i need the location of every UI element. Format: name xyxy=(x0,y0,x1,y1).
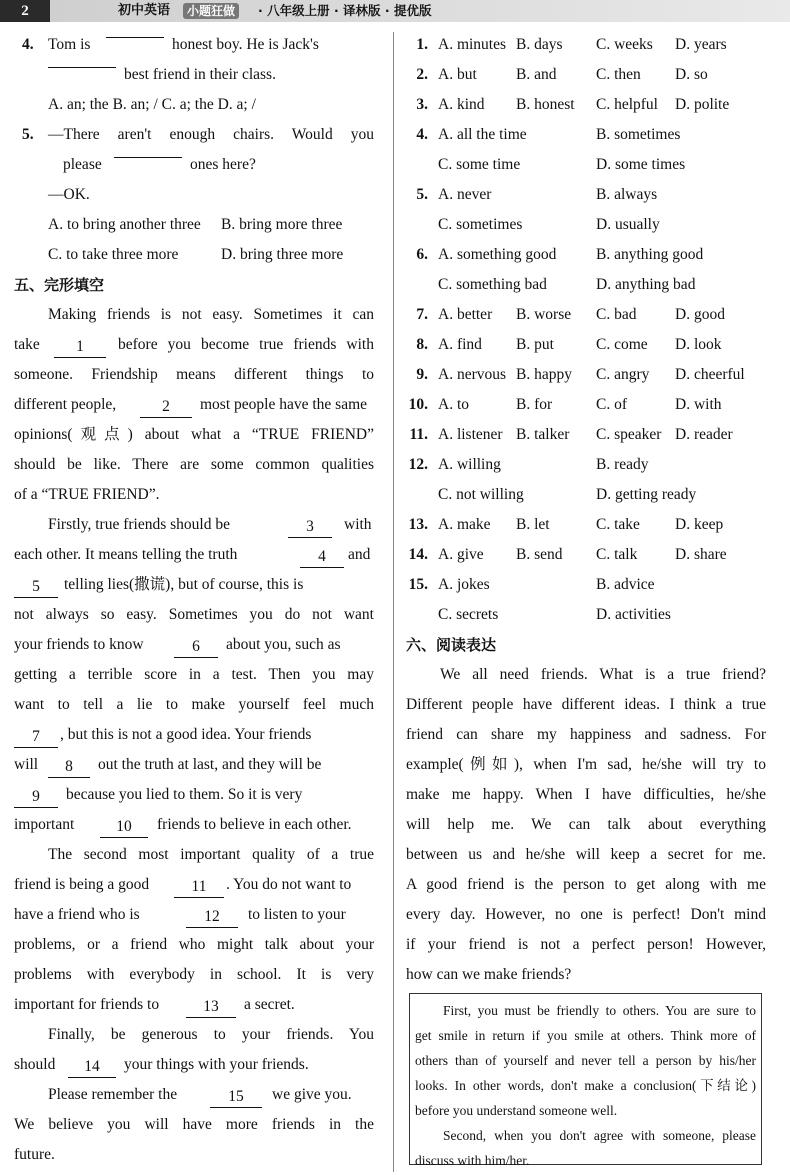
option-number: 15. xyxy=(408,576,428,593)
cloze-blank-1[interactable]: 1 xyxy=(54,337,106,358)
option-number: 8. xyxy=(416,336,428,353)
passage-line xyxy=(14,330,374,360)
text: your friends to know xyxy=(14,636,144,653)
q4-text-b: honest boy. He is Jack's xyxy=(172,36,319,53)
passage-line xyxy=(14,780,374,810)
q4-options: A. an; the B. an; / C. a; the D. a; / xyxy=(48,96,256,113)
option-a[interactable]: A. jokes xyxy=(438,576,490,593)
option-c[interactable]: C. speaker xyxy=(596,426,662,443)
text: most people have the same xyxy=(200,396,368,413)
passage-line: should be like. There are some common qualities xyxy=(14,456,374,473)
q5-text-a: —There aren't enough chairs. Would you xyxy=(48,126,374,143)
option-a[interactable]: A. to xyxy=(438,396,469,413)
brand-logo: 小题狂做 xyxy=(183,3,239,19)
option-c[interactable]: C. come xyxy=(596,336,648,353)
option-row xyxy=(406,90,766,120)
passage-line xyxy=(14,510,374,540)
option-c[interactable]: C. sometimes xyxy=(438,216,523,233)
option-row xyxy=(406,450,766,480)
option-b[interactable]: B. days xyxy=(516,36,563,53)
answer-blank[interactable] xyxy=(106,37,164,38)
text: Firstly, true friends should be xyxy=(48,516,230,533)
cloze-blank-4[interactable]: 4 xyxy=(300,547,344,568)
option-d[interactable]: D. look xyxy=(675,336,722,353)
column-divider xyxy=(393,32,394,1172)
option-row xyxy=(406,180,766,210)
box-line: others than of yourself and never tell a person by his/her xyxy=(415,1053,756,1068)
option-a[interactable]: A. but xyxy=(438,66,477,83)
text-box xyxy=(409,993,762,1168)
page-number: 2 xyxy=(21,3,29,19)
option-d[interactable]: D. with xyxy=(675,396,722,413)
text: telling lies(撒谎), but of course, this is xyxy=(64,576,304,593)
option-number: 10. xyxy=(408,396,428,413)
option-a[interactable]: A. kind xyxy=(438,96,485,113)
option-row xyxy=(406,120,766,150)
text: have a friend who is xyxy=(14,906,140,923)
option-number: 12. xyxy=(408,456,428,473)
q4-text-c: best friend in their class. xyxy=(124,66,276,83)
cloze-blank-5[interactable]: 5 xyxy=(14,577,58,598)
q5-text-b: please xyxy=(63,156,102,173)
option-a[interactable]: A. something good xyxy=(438,246,557,263)
text: about you, such as xyxy=(226,636,341,653)
text: before you become true friends with xyxy=(118,336,374,353)
option-b[interactable]: B. ready xyxy=(596,456,649,473)
option-d[interactable]: D. years xyxy=(675,36,727,53)
passage-line xyxy=(14,720,374,750)
option-a[interactable]: A. listener xyxy=(438,426,503,443)
passage-line: opinions(观点) about what a “TRUE FRIEND” xyxy=(14,426,374,443)
passage-line: Finally, be generous to your friends. You xyxy=(48,1026,374,1043)
passage-line xyxy=(14,1080,374,1110)
option-row xyxy=(406,480,766,510)
cloze-blank-8[interactable]: 8 xyxy=(48,757,90,778)
option-c[interactable]: C. weeks xyxy=(596,36,653,53)
option-a[interactable]: A. better xyxy=(438,306,493,323)
text: because you lied to them. So it is very xyxy=(66,786,303,803)
cloze-blank-6[interactable]: 6 xyxy=(174,637,218,658)
passage-line: We believe you will have more friends in the xyxy=(14,1116,374,1133)
cloze-blank-9[interactable]: 9 xyxy=(14,787,58,808)
option-a[interactable]: A. make xyxy=(438,516,491,533)
option-c[interactable]: C. not willing xyxy=(438,486,524,503)
text: different people, xyxy=(14,396,117,413)
q5-text-c: ones here? xyxy=(190,156,256,173)
option-d[interactable]: D. share xyxy=(675,546,727,563)
passage-line: of a “TRUE FRIEND”. xyxy=(14,486,160,503)
option-b[interactable]: B. worse xyxy=(516,306,572,323)
passage-line xyxy=(14,750,374,780)
option-b[interactable]: B. talker xyxy=(516,426,570,443)
option-row xyxy=(406,600,766,630)
section-title-cloze: 五、完形填空 xyxy=(14,276,105,294)
page-header xyxy=(0,0,790,26)
option-d[interactable]: D. so xyxy=(675,66,708,83)
option-a[interactable]: A. give xyxy=(438,546,484,563)
reading-line: if your friend is not a perfect person! However, xyxy=(406,936,766,953)
option-b[interactable]: B. sometimes xyxy=(596,126,681,143)
option-b[interactable]: B. let xyxy=(516,516,550,533)
option-a[interactable]: A. never xyxy=(438,186,492,203)
left-column xyxy=(14,30,374,1170)
option-d[interactable]: D. keep xyxy=(675,516,724,533)
option-b[interactable]: B. advice xyxy=(596,576,655,593)
text: a secret. xyxy=(244,996,295,1013)
text: friends to believe in each other. xyxy=(157,816,352,833)
option-row xyxy=(406,420,766,450)
passage-line: The second most important quality of a true xyxy=(48,846,374,863)
reading-line: every day. However, no one is perfect! Don't mind xyxy=(406,906,766,923)
passage-line xyxy=(14,540,374,570)
option-c[interactable]: C. something bad xyxy=(438,276,547,293)
passage-line xyxy=(14,630,374,660)
text: to listen to your xyxy=(248,906,346,923)
passage-line: future. xyxy=(14,1146,55,1163)
text: important for friends to xyxy=(14,996,160,1013)
question-number: 4. xyxy=(22,36,34,53)
option-d[interactable]: D. activities xyxy=(596,606,671,623)
question-number: 5. xyxy=(22,126,34,143)
option-row xyxy=(406,570,766,600)
reading-line: example(例如), when I'm sad, he/she will try to xyxy=(406,756,766,773)
passage-line: Making friends is not easy. Sometimes it can xyxy=(48,306,374,323)
passage-line xyxy=(14,390,374,420)
option-row xyxy=(406,150,766,180)
passage-line xyxy=(14,570,374,600)
option-row xyxy=(406,510,766,540)
option-c[interactable]: C. secrets xyxy=(438,606,499,623)
text: important xyxy=(14,816,75,833)
box-line: get smile in return if you smile at others. Think more of xyxy=(415,1028,756,1043)
reading-line: make me happy. When I have difficulties, he/she xyxy=(406,786,766,803)
option-d[interactable]: D. anything bad xyxy=(596,276,696,293)
cloze-blank-3[interactable]: 3 xyxy=(288,517,332,538)
cloze-blank-13[interactable]: 13 xyxy=(186,997,236,1018)
box-line: before you understand someone well. xyxy=(415,1103,618,1118)
box-line: First, you must be friendly to others. You are sure to xyxy=(443,1003,756,1018)
option-b[interactable]: B. happy xyxy=(516,366,572,383)
option-number: 1. xyxy=(416,36,428,53)
option-b[interactable]: B. always xyxy=(596,186,658,203)
option-b[interactable]: B. honest xyxy=(516,96,575,113)
reading-line: We all need friends. What is a true friend? xyxy=(440,666,766,683)
option-number: 11. xyxy=(409,426,428,443)
q5-options-1 xyxy=(14,210,374,240)
q4-line2 xyxy=(14,60,374,90)
text: , but this is not a good idea. Your friends xyxy=(60,726,312,743)
passage-line: someone. Friendship means different things to xyxy=(14,366,374,383)
passage-line xyxy=(14,990,374,1020)
text: Please remember the xyxy=(48,1086,178,1103)
option-c[interactable]: C. bad xyxy=(596,306,637,323)
reading-line: A good friend is the person to get along with me xyxy=(406,876,766,893)
option-d[interactable]: D. reader xyxy=(675,426,733,443)
option-number: 4. xyxy=(416,126,428,143)
box-line: looks. In other words, don't make a conclusion(下结论) xyxy=(415,1078,756,1093)
option-a[interactable]: A. all the time xyxy=(438,126,527,143)
option-row xyxy=(406,240,766,270)
option-row xyxy=(406,30,766,60)
option-c[interactable]: C. of xyxy=(596,396,627,413)
subject-title: 初中英语 xyxy=(118,3,171,18)
passage-line xyxy=(14,1050,374,1080)
q4-line1 xyxy=(14,30,374,60)
option-d[interactable]: D. polite xyxy=(675,96,730,113)
option-a: A. to bring another three xyxy=(48,216,201,233)
option-d[interactable]: D. cheerful xyxy=(675,366,745,383)
option-row xyxy=(406,60,766,90)
section-title-reading: 六、阅读表达 xyxy=(406,636,497,654)
text: with xyxy=(344,516,372,533)
option-a[interactable]: A. find xyxy=(438,336,482,353)
cloze-blank-2[interactable]: 2 xyxy=(140,397,192,418)
option-row xyxy=(406,300,766,330)
cloze-blank-12[interactable]: 12 xyxy=(186,907,238,928)
option-a[interactable]: A. willing xyxy=(438,456,501,473)
reading-line: how can we make friends? xyxy=(406,966,572,983)
option-row xyxy=(406,330,766,360)
text: and xyxy=(348,546,371,563)
option-number: 13. xyxy=(408,516,428,533)
option-row xyxy=(406,210,766,240)
passage-line xyxy=(14,900,374,930)
option-number: 2. xyxy=(416,66,428,83)
reading-line: Different people have different ideas. I think a true xyxy=(406,696,766,713)
cloze-blank-14[interactable]: 14 xyxy=(68,1057,116,1078)
text: out the truth at last, and they will be xyxy=(98,756,322,773)
option-c[interactable]: C. take xyxy=(596,516,640,533)
option-c[interactable]: C. helpful xyxy=(596,96,658,113)
answer-blank[interactable] xyxy=(48,67,116,68)
option-number: 5. xyxy=(416,186,428,203)
option-d: D. bring three more xyxy=(221,246,344,263)
book-info: · 八年级上册 · 译林版 · 提优版 xyxy=(258,3,432,18)
q4-text-a: Tom is xyxy=(48,36,91,53)
reading-line: between us and he/she will keep a secret for me. xyxy=(406,846,766,863)
option-b[interactable]: B. and xyxy=(516,66,557,83)
q5-line2 xyxy=(14,150,374,180)
option-row xyxy=(406,540,766,570)
passage-line: problems with everybody in school. It is very xyxy=(14,966,374,983)
text: we give you. xyxy=(272,1086,352,1103)
reading-line: will help me. We can talk about everything xyxy=(406,816,766,833)
option-b: B. bring more three xyxy=(221,216,343,233)
right-column xyxy=(406,30,766,990)
box-line: Second, when you don't agree with someone, please xyxy=(443,1128,756,1143)
option-d[interactable]: D. usually xyxy=(596,216,660,233)
answer-blank[interactable] xyxy=(114,157,182,158)
text: take xyxy=(14,336,40,353)
cloze-blank-10[interactable]: 10 xyxy=(100,817,148,838)
option-b[interactable]: B. put xyxy=(516,336,554,353)
passage-line xyxy=(14,870,374,900)
cloze-blank-11[interactable]: 11 xyxy=(174,877,224,898)
option-d[interactable]: D. some times xyxy=(596,156,686,173)
box-line: discuss with him/her. xyxy=(415,1153,530,1168)
option-c[interactable]: C. then xyxy=(596,66,641,83)
text: should xyxy=(14,1056,56,1073)
reading-line: friend can share my happiness and sadness. For xyxy=(406,726,766,743)
q5-line1 xyxy=(14,120,374,150)
passage-line xyxy=(14,810,374,840)
option-b[interactable]: B. send xyxy=(516,546,563,563)
passage-line: want to tell a lie to make yourself feel much xyxy=(14,696,374,713)
option-number: 3. xyxy=(416,96,428,113)
text: will xyxy=(14,756,39,773)
option-row xyxy=(406,270,766,300)
option-c[interactable]: C. some time xyxy=(438,156,521,173)
text: your things with your friends. xyxy=(124,1056,309,1073)
cloze-blank-15[interactable]: 15 xyxy=(210,1087,262,1108)
text: . You do not want to xyxy=(226,876,352,893)
option-a[interactable]: A. nervous xyxy=(438,366,507,383)
option-b[interactable]: B. for xyxy=(516,396,553,413)
option-row xyxy=(406,360,766,390)
passage-line: problems, or a friend who might talk about your xyxy=(14,936,374,953)
option-number: 14. xyxy=(408,546,428,563)
option-d[interactable]: D. getting ready xyxy=(596,486,697,503)
text: friend is being a good xyxy=(14,876,150,893)
cloze-blank-7[interactable]: 7 xyxy=(14,727,58,748)
option-c: C. to take three more xyxy=(48,246,179,263)
option-d[interactable]: D. good xyxy=(675,306,725,323)
q5-options-2 xyxy=(14,240,374,270)
passage-line: not always so easy. Sometimes you do not want xyxy=(14,606,374,623)
option-c[interactable]: C. angry xyxy=(596,366,650,383)
option-number: 7. xyxy=(416,306,428,323)
option-number: 6. xyxy=(416,246,428,263)
q5-line3: —OK. xyxy=(48,186,90,203)
text: each other. It means telling the truth xyxy=(14,546,238,563)
option-a[interactable]: A. minutes xyxy=(438,36,507,53)
option-number: 9. xyxy=(416,366,428,383)
option-b[interactable]: B. anything good xyxy=(596,246,704,263)
option-row xyxy=(406,390,766,420)
option-c[interactable]: C. talk xyxy=(596,546,638,563)
passage-line: getting a terrible score in a test. Then you may xyxy=(14,666,374,683)
